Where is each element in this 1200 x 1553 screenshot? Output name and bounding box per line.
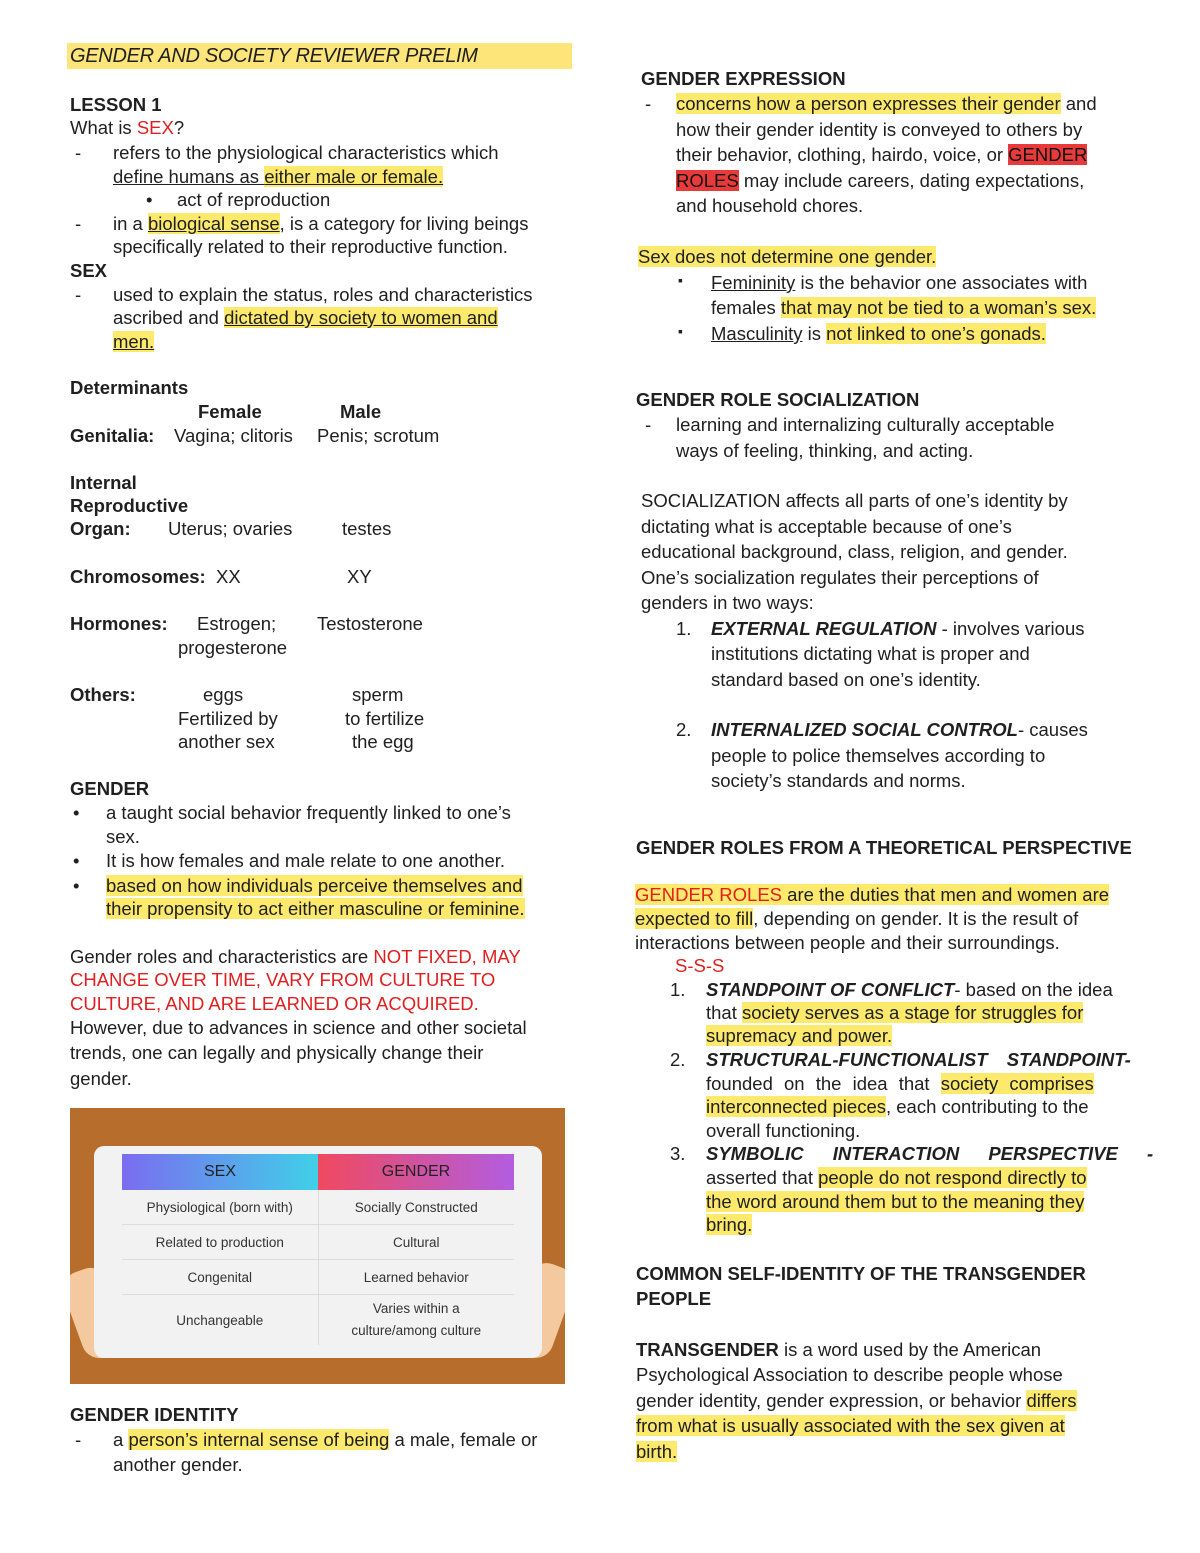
gender-column-header: GENDER (318, 1154, 514, 1190)
row-label: Chromosomes: (70, 566, 206, 587)
text-line: bring. (706, 1214, 753, 1235)
cell-female: Fertilized by (178, 708, 278, 729)
text-line: institutions dictating what is proper and (711, 643, 1030, 664)
cell-male: the egg (352, 731, 414, 752)
cell-female: eggs (203, 684, 244, 705)
table-row (122, 1295, 514, 1345)
row-label: Organ: (70, 518, 131, 539)
text-line: in a biological sense, is a category for living beings (113, 213, 529, 234)
text-line: However, due to advances in science and other societal (70, 1017, 527, 1038)
dash-bullet: - (75, 213, 82, 234)
col-female: Female (198, 401, 262, 422)
table-cell: Varies within a culture/among culture (318, 1295, 515, 1345)
determinants-heading: Determinants (70, 377, 189, 398)
text-line: SOCIALIZATION affects all parts of one’s identity by (641, 490, 1068, 511)
list-number: 1. (670, 979, 686, 1000)
text-line: act of reproduction (177, 189, 331, 210)
list-number: 2. (676, 719, 692, 740)
dot-bullet: • (73, 802, 80, 823)
cell-male: XY (347, 566, 372, 587)
row-label: Others: (70, 684, 136, 705)
comparison-table (122, 1154, 514, 1345)
dash-bullet: - (645, 414, 652, 435)
table-cell: Learned behavior (318, 1260, 515, 1294)
table-cell: Cultural (318, 1225, 515, 1259)
text-line: men. (113, 331, 155, 352)
cell-female: XX (216, 566, 241, 587)
dash-bullet: - (645, 93, 652, 114)
sex-vs-gender-image (70, 1108, 565, 1384)
text-line: gender. (70, 1068, 132, 1089)
text-line: INTERNALIZED SOCIAL CONTROL- causes (711, 719, 1088, 740)
text-line: define humans as either male or female. (113, 166, 444, 187)
text-line: expected to fill, depending on gender. It is the result of (635, 908, 1079, 929)
sss-label: S-S-S (675, 955, 725, 976)
text-line: ways of feeling, thinking, and acting. (676, 440, 974, 461)
text-line: people to police themselves according to (711, 745, 1046, 766)
text-line: trends, one can legally and physically change their (70, 1042, 484, 1063)
text-line: their behavior, clothing, hairdo, voice, or GENDER (676, 144, 1088, 165)
text-line: dictating what is acceptable because of one’s (641, 516, 1012, 537)
row-label: Internal (70, 472, 137, 493)
row-label: Reproductive (70, 495, 189, 516)
text-line: females that may not be tied to a woman’s sex. (711, 297, 1097, 318)
text-line: standard based on one’s identity. (711, 669, 981, 690)
text-line: used to explain the status, roles and characteristics (113, 284, 533, 305)
table-cell: Unchangeable (176, 1312, 264, 1328)
text-line: It is how females and male relate to one another. (106, 850, 506, 871)
sex-column-header: SEX (122, 1154, 318, 1190)
text-line: founded on the idea that society comprises (706, 1073, 1094, 1094)
square-bullet: ▪ (678, 323, 683, 339)
dash-bullet: - (75, 1429, 82, 1450)
cell-female: another sex (178, 731, 275, 752)
cell-male: Penis; scrotum (317, 425, 440, 446)
text-line: Gender roles and characteristics are NOT FIXED, MAY (70, 946, 521, 967)
text-line: One’s socialization regulates their perceptions of (641, 567, 1039, 588)
text-line: STANDPOINT OF CONFLICT- based on the idea (706, 979, 1113, 1000)
table-row (122, 1190, 514, 1225)
text-line: SYMBOLIC INTERACTION PERSPECTIVE - (706, 1143, 1154, 1164)
cell-male: Testosterone (317, 613, 423, 634)
table-cell: Related to production (155, 1234, 284, 1250)
text-line: society’s standards and norms. (711, 770, 966, 791)
cell-male: to fertilize (345, 708, 425, 729)
gender-expression-heading: GENDER EXPRESSION (641, 68, 846, 89)
text-line: EXTERNAL REGULATION - involves various (711, 618, 1085, 639)
text-line: Sex does not determine one gender. (638, 246, 937, 267)
text-line: TRANSGENDER is a word used by the American (636, 1339, 1042, 1360)
text-line: CULTURE, AND ARE LEARNED OR ACQUIRED. (70, 993, 479, 1014)
text-line: refers to the physiological characteristics which (113, 142, 499, 163)
col-male: Male (340, 401, 382, 422)
table-cell: Socially Constructed (318, 1190, 515, 1224)
text-line: their propensity to act either masculine or feminine. (106, 898, 525, 919)
transgender-heading: PEOPLE (636, 1288, 712, 1309)
theoretical-perspective-heading: GENDER ROLES FROM A THEORETICAL PERSPECTIVE (636, 837, 1132, 858)
text-line: from what is usually associated with the sex given at (636, 1415, 1065, 1436)
text-line: STRUCTURAL-FUNCTIONALIST STANDPOINT- (706, 1049, 1131, 1070)
dot-bullet: • (146, 189, 153, 210)
text-line: and household chores. (676, 195, 864, 216)
text-line: ascribed and dictated by society to women and (113, 307, 498, 328)
text-line: interconnected pieces, each contributing to the (706, 1096, 1089, 1117)
table-row (122, 1260, 514, 1295)
text-line: overall functioning. (706, 1120, 861, 1141)
list-number: 3. (670, 1143, 686, 1164)
text-line: supremacy and power. (706, 1025, 893, 1046)
cell-female: Estrogen; (197, 613, 277, 634)
cell-female: progesterone (178, 637, 288, 658)
gender-identity-heading: GENDER IDENTITY (70, 1404, 239, 1425)
dot-bullet: • (73, 875, 80, 896)
table-row (122, 1225, 514, 1260)
text-line: that society serves as a stage for struggles for (706, 1002, 1084, 1023)
dot-bullet: • (73, 850, 80, 871)
text-line: Psychological Association to describe people whose (636, 1364, 1063, 1385)
list-number: 2. (670, 1049, 686, 1070)
title-banner (67, 43, 572, 69)
text-line: how their gender identity is conveyed to others by (676, 119, 1083, 140)
text-line: asserted that people do not respond directly to (706, 1167, 1087, 1188)
lesson-label: LESSON 1 (70, 94, 162, 115)
sex-heading: SEX (70, 260, 108, 281)
text-line: ROLES may include careers, dating expectations, (676, 170, 1085, 191)
cell-male: sperm (352, 684, 404, 705)
text-line: Masculinity is not linked to one’s gonads. (711, 323, 1046, 344)
text-line: learning and internalizing culturally acceptable (676, 414, 1055, 435)
text-line: specifically related to their reproductive function. (113, 236, 508, 257)
table-cell: Physiological (born with) (146, 1199, 293, 1215)
text-line: interactions between people and their surroundings. (635, 932, 1060, 953)
transgender-heading: COMMON SELF-IDENTITY OF THE TRANSGENDER (636, 1263, 1086, 1284)
text-line: genders in two ways: (641, 592, 814, 613)
gender-heading: GENDER (70, 778, 150, 799)
text-line: Femininity is the behavior one associates with (711, 272, 1088, 293)
text-line: sex. (106, 826, 140, 847)
text-line: educational background, class, religion, and gender. (641, 541, 1068, 562)
text-line: the word around them but to the meaning they (706, 1191, 1085, 1212)
cell-male: testes (342, 518, 392, 539)
gender-role-socialization-heading: GENDER ROLE SOCIALIZATION (636, 389, 920, 410)
dash-bullet: - (75, 142, 82, 163)
square-bullet: ▪ (678, 272, 683, 288)
text-line: a taught social behavior frequently linked to one’s (106, 802, 511, 823)
text-line: gender identity, gender expression, or behavior differs (636, 1390, 1077, 1411)
text-line: based on how individuals perceive themselves and (106, 875, 523, 896)
cell-female: Uterus; ovaries (168, 518, 293, 539)
page-title: GENDER AND SOCIETY REVIEWER PRELIM (70, 45, 478, 67)
text-line: CHANGE OVER TIME, VARY FROM CULTURE TO (70, 969, 496, 990)
text-line: concerns how a person expresses their gender and (676, 93, 1097, 114)
cell-female: Vagina; clitoris (174, 425, 293, 446)
comparison-card (94, 1146, 542, 1358)
row-label: Hormones: (70, 613, 168, 634)
text-line: birth. (636, 1441, 678, 1462)
what-is-sex: What is SEX? (70, 117, 185, 138)
text-line: GENDER ROLES are the duties that men and women are (635, 884, 1110, 905)
text-line: another gender. (113, 1454, 243, 1475)
table-cell: Congenital (187, 1269, 253, 1285)
row-label: Genitalia: (70, 425, 155, 446)
list-number: 1. (676, 618, 692, 639)
text-line: a person’s internal sense of being a male, female or (113, 1429, 538, 1450)
dash-bullet: - (75, 284, 82, 305)
